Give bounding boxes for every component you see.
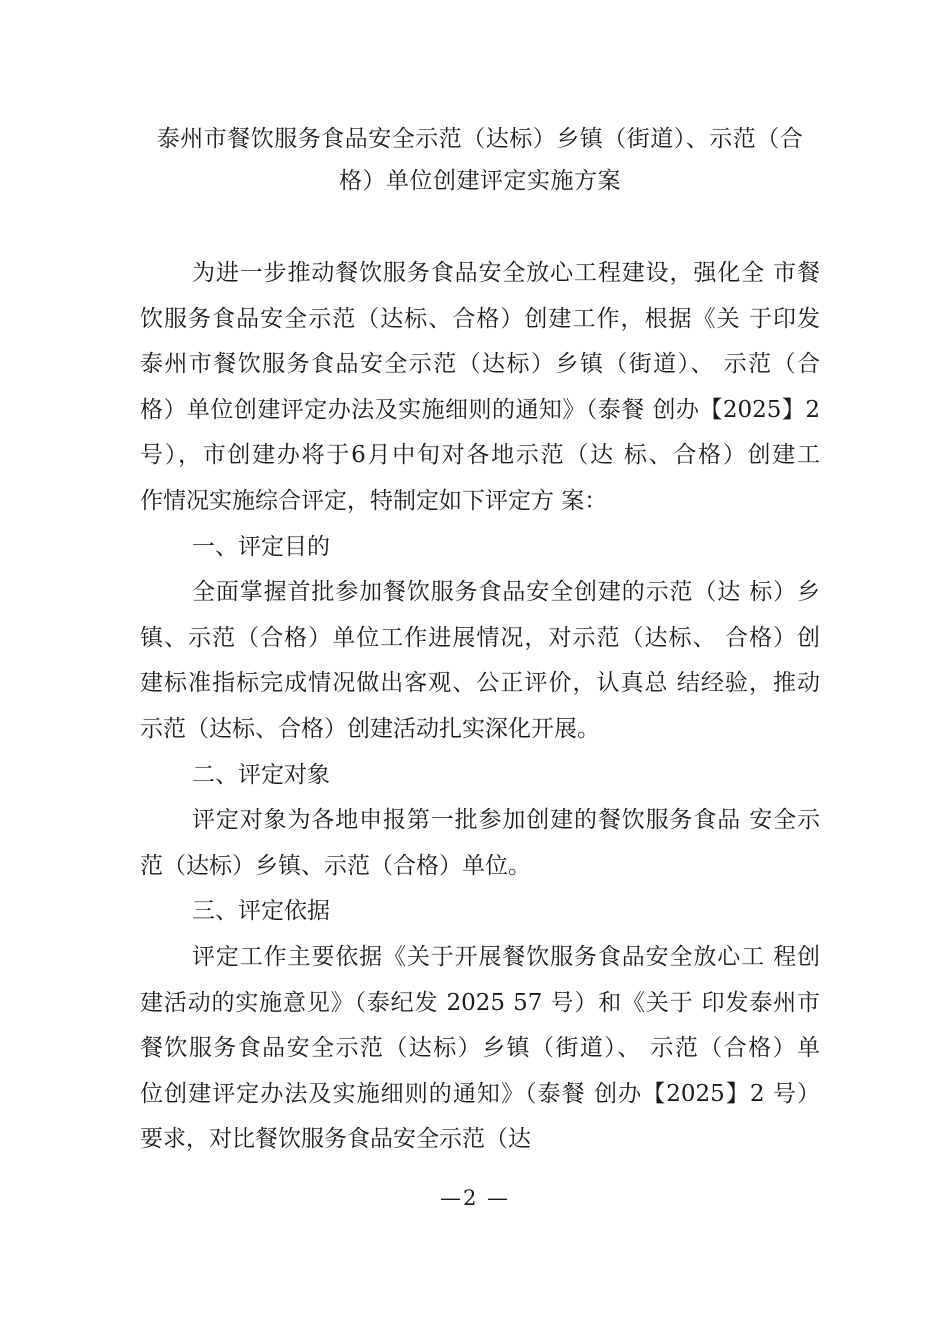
body-line: 为进一步推动餐饮服务食品安全放心工程建设，强化全 市餐 [192,260,820,286]
body-line: 示范（达标、合格）创建活动扎实深化开展。 [140,715,600,742]
body-line: 范（达标）乡镇、示范（合格）单位。 [140,852,531,879]
body-line: 建活动的实施意见》（泰纪发 2025 57 号）和《关于 印发泰州市 [140,989,820,1016]
body-line: 号），市创建办将于6月中旬对各地示范（达 标、合格）创建工 [140,442,820,469]
title-line: 泰州市餐饮服务食品安全示范（达标）乡镇（街道）、示范（合 [156,126,804,152]
section-heading: 一、评定目的 [192,533,330,560]
body-line: 泰州市餐饮服务食品安全示范（达标）乡镇（街道）、 示范（合 [140,351,820,378]
body-line: 全面掌握首批参加餐饮服务食品安全创建的示范（达 标）乡 [192,579,820,606]
body-line: 位创建评定办法及实施细则的通知》（泰餐 创办【2025】2 号） [140,1080,820,1107]
body-line: 评定工作主要依据《关于开展餐饮服务食品安全放心工 程创 [192,943,820,970]
body-line: 格）单位创建评定办法及实施细则的通知》（泰餐 创办【2025】2 [140,396,820,423]
section-heading: 二、评定对象 [192,761,330,788]
title-line: 格）单位创建评定实施方案 [339,168,621,194]
body-line: 作情况实施综合评定，特制定如下评定方 案： [140,487,608,514]
body-line: 餐饮服务食品安全示范（达标）乡镇（街道）、 示范（合格）单 [140,1035,820,1062]
section-heading: 三、评定依据 [192,898,330,925]
body-line: 镇、示范（合格）单位工作进展情况，对示范（达标、 合格）创 [140,624,820,651]
document-body [140,251,820,1163]
page-number: —2 — [439,1186,511,1210]
body-line: 评定对象为各地申报第一批参加创建的餐饮服务食品 安全示 [192,807,820,834]
body-line: 饮服务食品安全示范（达标、合格）创建工作，根据《关 于印发 [140,305,820,332]
body-line: 建标准指标完成情况做出客观、公正评价，认真总 结经验，推动 [140,670,820,697]
document-title [140,118,820,202]
body-line: 要求，对比餐饮服务食品安全示范（达 [140,1126,531,1153]
